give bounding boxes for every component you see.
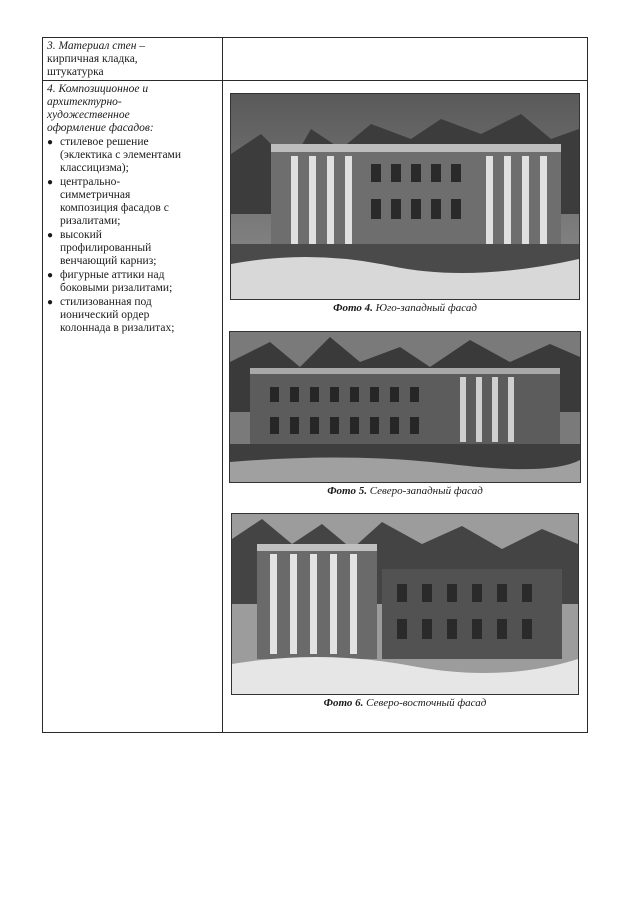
empty-cell (223, 38, 588, 81)
table-row (43, 38, 588, 81)
feature-list (47, 136, 218, 335)
list-item: ● центрально- симметричная композиция фасадов с ризалитами; (47, 176, 169, 227)
list-item: ● стилизованная под ионический ордер колоннада в ризалитах; (47, 296, 175, 334)
table-row (43, 81, 588, 733)
list-item: ● высокий профилированный венчающий карниз; (47, 229, 157, 267)
photo-figure (231, 513, 579, 709)
wall-material-value: кирпичная кладка, (47, 53, 138, 65)
photo-figure (229, 331, 581, 497)
photo-figure (230, 93, 580, 314)
photo-caption: Фото 4. Юго-западный фасад (333, 302, 477, 314)
photo-caption: Фото 6. Северо-восточный фасад (323, 697, 487, 709)
facade-photo-southwest (230, 93, 580, 300)
wall-material-cell (43, 38, 223, 81)
wall-material-value: штукатурка (47, 66, 104, 78)
bullet-icon: ● (47, 137, 54, 148)
photos-cell (223, 81, 588, 733)
bullet-icon: ● (47, 177, 54, 188)
wall-material-heading: 3. Материал стен – (47, 40, 146, 52)
facade-photo-northwest (229, 331, 581, 483)
list-item: ● фигурные аттики над боковыми ризалитами; (47, 269, 173, 294)
bullet-icon: ● (47, 230, 54, 241)
photo-caption: Фото 5. Северо-западный фасад (327, 485, 483, 497)
bullet-icon: ● (47, 270, 54, 281)
document-table (42, 37, 588, 733)
list-item: ● стилевое решение (эклектика с элементами классицизма); (47, 136, 181, 174)
facade-description-cell (43, 81, 223, 733)
bullet-icon: ● (47, 297, 54, 308)
facade-heading: 4. Композиционное и архитектурно- художественное оформление фасадов: (47, 83, 154, 134)
facade-photo-northeast (231, 513, 579, 695)
